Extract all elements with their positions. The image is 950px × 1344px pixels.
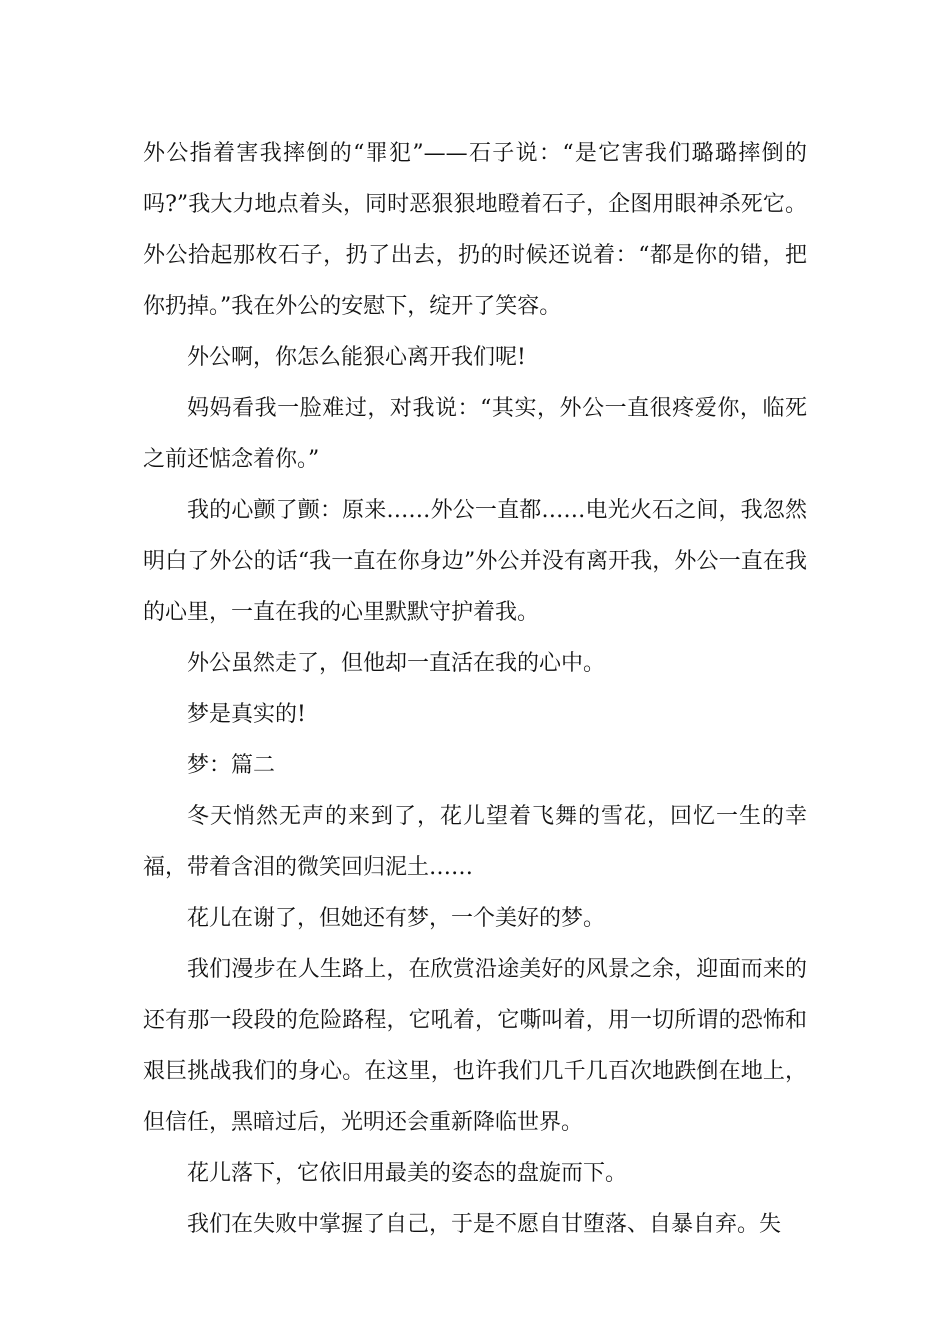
paragraph-12: 我们在失败中掌握了自己，于是不愿自甘堕落、自暴自弃。失 <box>187 1212 782 1237</box>
paragraph-11: 花儿落下，它依旧用最美的姿态的盘旋而下。 <box>187 1161 628 1186</box>
paragraph-1: 外公指着害我摔倒的“罪犯”——石子说：“是它害我们璐璐摔倒的吗?”我大力地点着头，同时恶狠狠地瞪着石子，企图用眼神杀死它。外公拾起那枚石子，扔了出去，扔的时候还说着：“都是你的错，把你扔掉。”我在外公的安慰下，绽开了笑容。 <box>143 141 807 319</box>
document-body <box>143 128 807 1250</box>
paragraph-6: 梦是真实的! <box>187 702 306 727</box>
paragraph-9: 花儿在谢了，但她还有梦，一个美好的梦。 <box>187 906 606 931</box>
section-heading: 梦：篇二 <box>187 753 276 778</box>
paragraph-4: 我的心颤了颤：原来……外公一直都……电光火石之间，我忽然明白了外公的话“我一直在你身边”外公并没有离开我，外公一直在我的心里，一直在我的心里默默守护着我。 <box>143 498 807 625</box>
paragraph-2: 外公啊，你怎么能狠心离开我们呢! <box>187 345 526 370</box>
paragraph-10: 我们漫步在人生路上，在欣赏沿途美好的风景之余，迎面而来的还有那一段段的危险路程，它吼着，它嘶叫着，用一切所谓的恐怖和艰巨挑战我们的身心。在这里，也许我们几千几百次地跌倒在地上，但信任，黑暗过后，光明还会重新降临世界。 <box>143 957 807 1135</box>
paragraph-3: 妈妈看我一脸难过，对我说：“其实，外公一直很疼爱你，临死之前还惦念着你。” <box>143 396 807 472</box>
paragraph-5: 外公虽然走了，但他却一直活在我的心中。 <box>187 651 606 676</box>
paragraph-8: 冬天悄然无声的来到了，花儿望着飞舞的雪花，回忆一生的幸福，带着含泪的微笑回归泥土…… <box>143 804 807 880</box>
